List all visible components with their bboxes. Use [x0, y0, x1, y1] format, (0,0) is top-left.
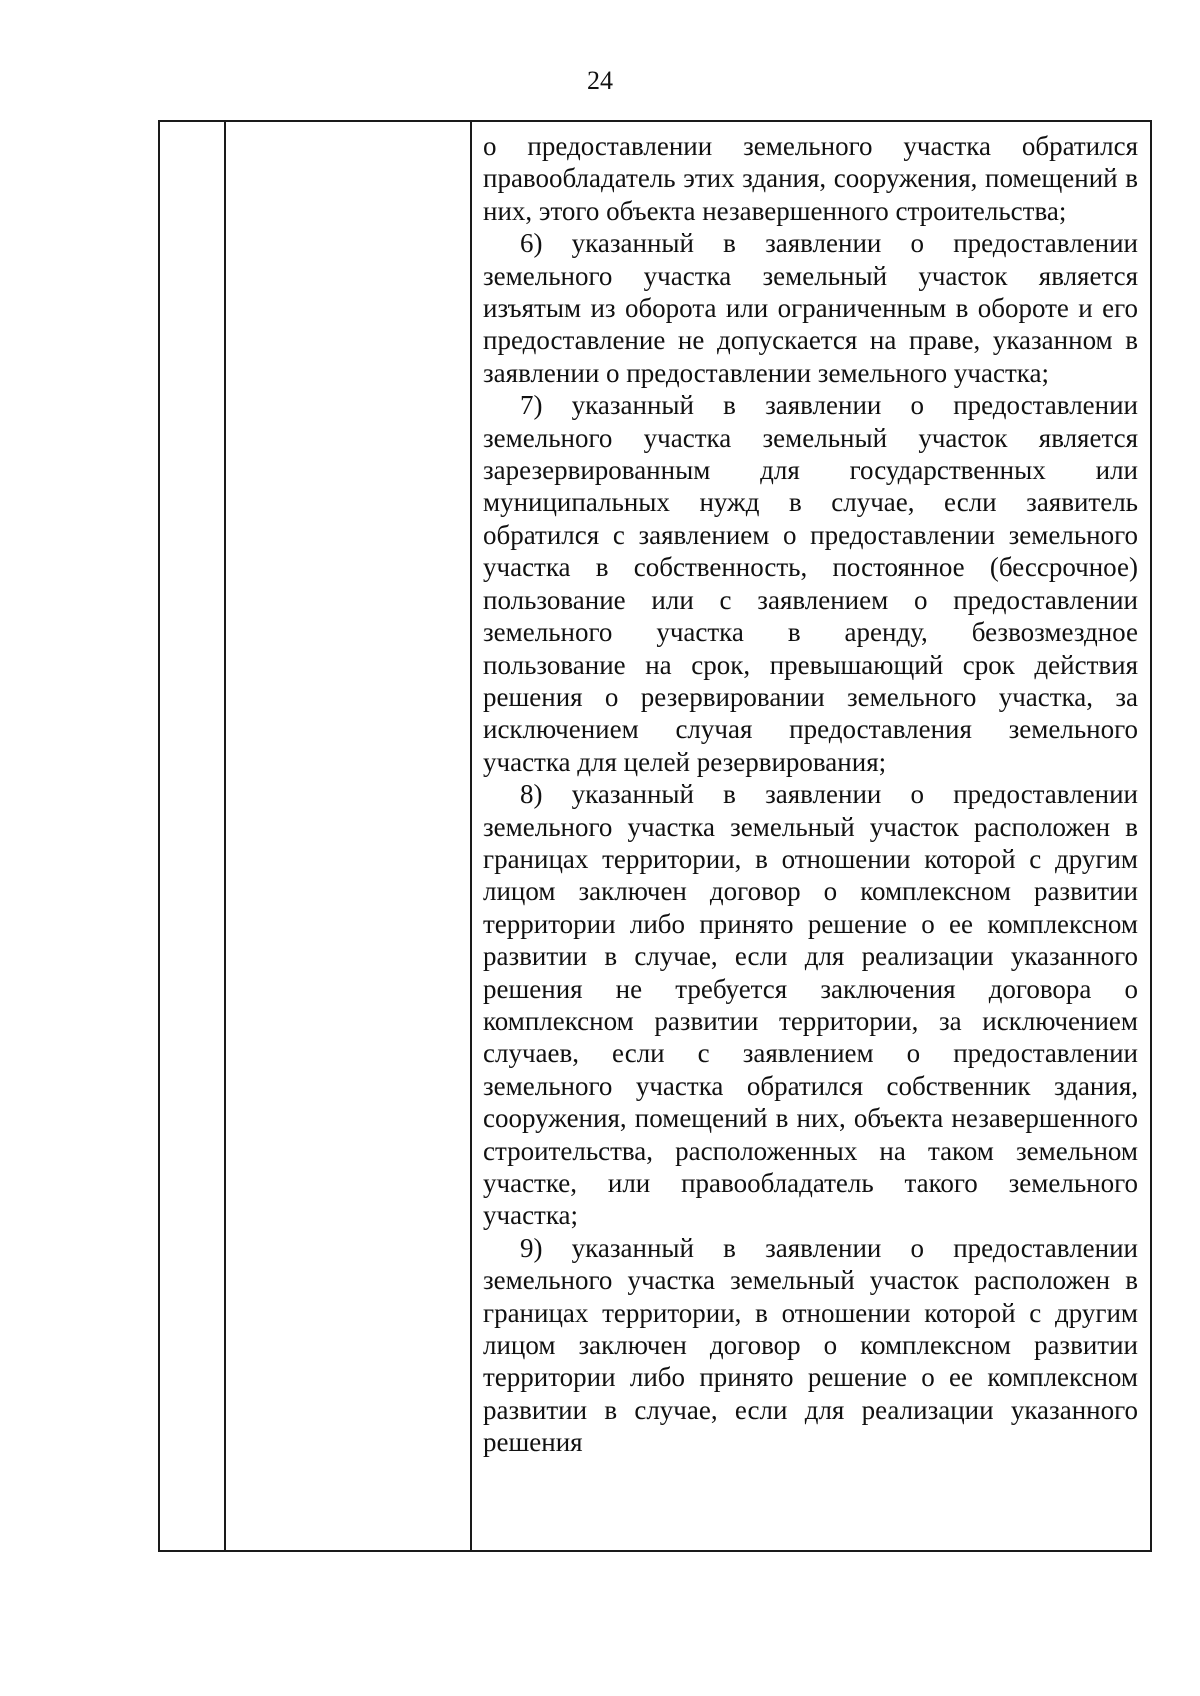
table-cell-number: [159, 121, 225, 1551]
paragraph-item-8: 8) указанный в заявлении о предоставлении земельного участка земельный участок расположен в границах территории, в отношении которой с другим лицом заключен договор о комплексном развитии территории либо принято решение о ее комплексном развитии в случае, если для реализации указанного решения не требуется заключения договора о комплексном развитии территории, за исключением случаев, если с заявлением о предоставлении земельного участка обратился собственник здания, сооружения, помещений в них, объекта незавершенного строительства, расположенных на таком земельном участке, или правообладатель такого земельного участка;: [483, 779, 1138, 1231]
table-row: [159, 121, 1151, 1551]
table-cell-content: [471, 121, 1151, 1551]
document-table: [158, 120, 1152, 1552]
paragraph-continuation: о предоставлении земельного участка обратился правообладатель этих здания, сооружения, помещений в них, этого объекта незавершенного строительства;: [483, 131, 1138, 226]
content-text: [472, 122, 1150, 1463]
paragraph-item-9: 9) указанный в заявлении о предоставлении земельного участка земельный участок расположен в границах территории, в отношении которой с другим лицом заключен договор о комплексном развитии территории либо принято решение о ее комплексном развитии в случае, если для реализации указанного решения: [483, 1232, 1138, 1458]
paragraph-item-7: 7) указанный в заявлении о предоставлении земельного участка земельный участок является зарезервированным для государственных или муниципальных нужд в случае, если заявитель обратился с заявлением о предоставлении земельного участка в собственность, постоянное (бессрочное) пользование или с заявлением о предоставлении земельного участка в аренду, безвозмездное пользование на срок, превышающий срок действия решения о резервировании земельного участка, за исключением случая предоставления земельного участка для целей резервирования;: [483, 390, 1138, 777]
paragraph-item-6: 6) указанный в заявлении о предоставлении земельного участка земельный участок является изъятым из оборота или ограниченным в обороте и его предоставление не допускается на праве, указанном в заявлении о предоставлении земельного участка;: [483, 228, 1138, 388]
table-cell-title: [225, 121, 471, 1551]
page-number: 24: [587, 66, 613, 95]
